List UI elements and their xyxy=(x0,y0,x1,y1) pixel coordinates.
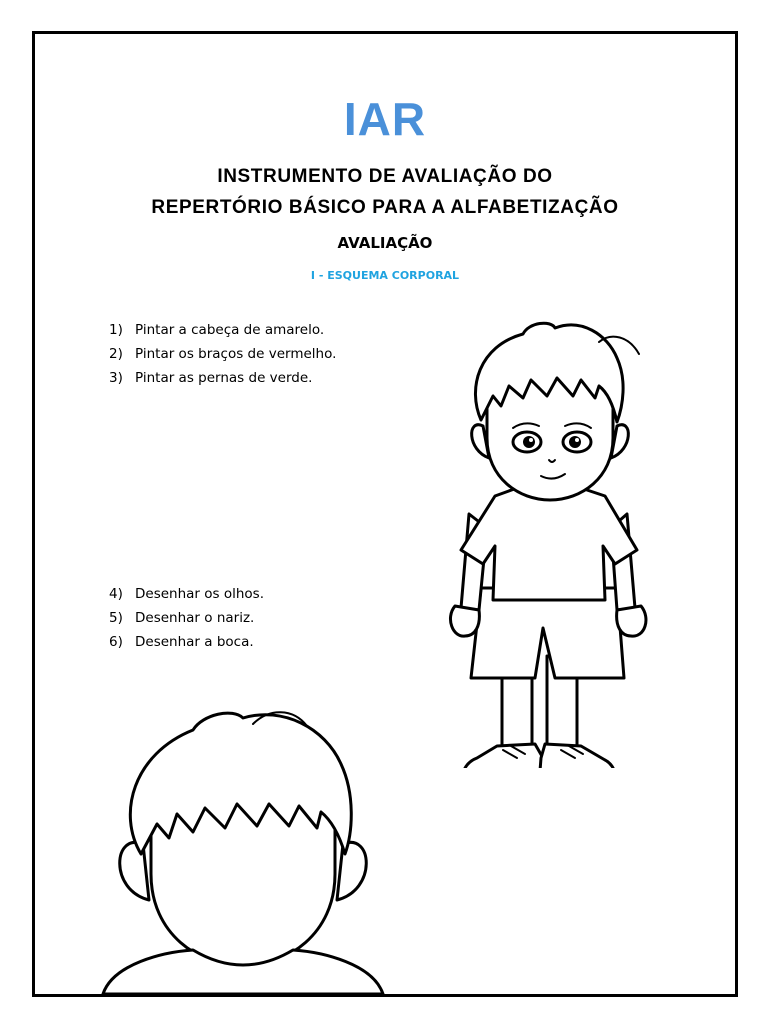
list-item xyxy=(109,606,264,630)
instruction-list-coloring xyxy=(109,318,336,390)
list-item xyxy=(109,582,264,606)
section-title: I - ESQUEMA CORPORAL xyxy=(310,269,460,282)
boy-full-body-drawing xyxy=(431,288,671,768)
instruction-list-drawing xyxy=(109,582,264,654)
item-number: 5) xyxy=(109,610,123,626)
item-text: Pintar os braços de vermelho. xyxy=(135,346,337,362)
item-number: 3) xyxy=(109,370,123,386)
boy-head-without-face-drawing xyxy=(73,694,403,994)
list-item xyxy=(109,342,336,366)
item-text: Desenhar o nariz. xyxy=(135,610,255,626)
page-border xyxy=(32,31,738,997)
item-number: 1) xyxy=(109,322,123,338)
list-item xyxy=(109,366,336,390)
list-item xyxy=(109,318,336,342)
item-text: Desenhar os olhos. xyxy=(135,586,265,602)
item-number: 2) xyxy=(109,346,123,362)
title-line-1: INSTRUMENTO DE AVALIAÇÃO DO xyxy=(217,166,553,187)
item-text: Pintar a cabeça de amarelo. xyxy=(135,322,325,338)
list-item xyxy=(109,630,264,654)
item-text: Pintar as pernas de verde. xyxy=(135,370,313,386)
item-number: 4) xyxy=(109,586,123,602)
item-text: Desenhar a boca. xyxy=(135,634,254,650)
subtitle: AVALIAÇÃO xyxy=(337,234,433,252)
title-line-2: REPERTÓRIO BÁSICO PARA A ALFABETIZAÇÃO xyxy=(151,197,619,218)
item-number: 6) xyxy=(109,634,123,650)
logo-iar: IAR xyxy=(343,93,427,145)
